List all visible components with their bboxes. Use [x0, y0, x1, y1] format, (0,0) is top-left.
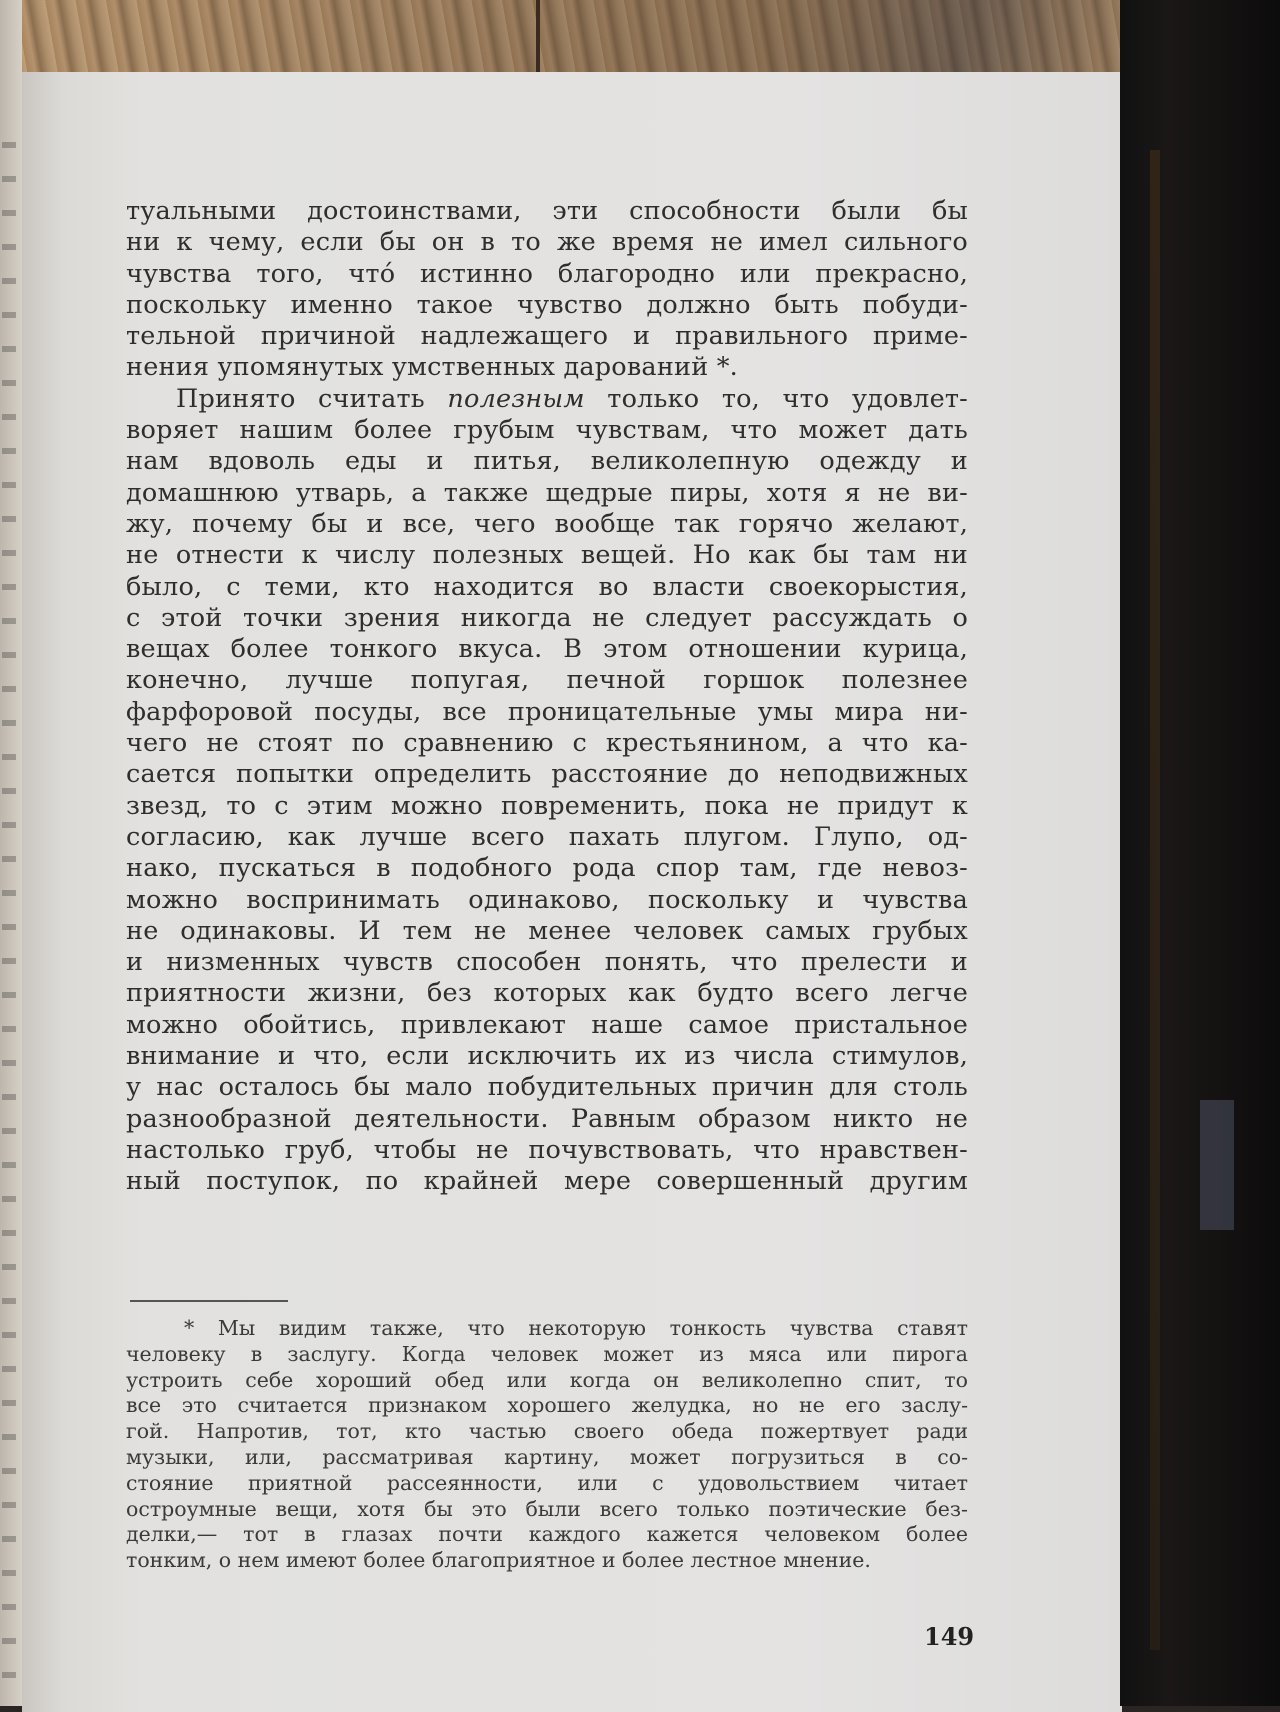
table-crack	[536, 0, 540, 72]
footnote-line: гой. Напротив, тот, кто частью своего обеда пожертвует ради	[126, 1419, 968, 1444]
text-line: с этой точки зрения никогда не следует рассуждать о	[126, 602, 968, 633]
text-line: поскольку именно такое чувство должно быть побуди-	[126, 289, 968, 320]
cover-emblem	[1200, 1100, 1234, 1230]
text-line: и низменных чувств способен понять, что прелести и	[126, 947, 968, 978]
facing-page-text-marks	[2, 120, 16, 1680]
text-line: настолько груб, чтобы не почувствовать, что нравствен-	[126, 1134, 968, 1165]
text-line: ный поступок, по крайней мере совершенный другим	[126, 1166, 968, 1197]
text-line: домашнюю утварь, а также щедрые пиры, хотя я не ви-	[126, 477, 968, 508]
text-continuation: только то, что удовлет-	[584, 383, 968, 414]
footnote	[126, 1316, 968, 1574]
body-text	[126, 196, 968, 1198]
footnote-line: остроумные вещи, хотя бы это были всего только поэтические без-	[126, 1496, 968, 1521]
text-line: жу, почему бы и все, чего вообще так горячо желают,	[126, 508, 968, 539]
paragraph-1	[126, 196, 968, 384]
cover-stripe	[1150, 150, 1160, 1650]
emphasis-text: полезным	[447, 383, 585, 414]
text-line: вещах более тонкого вкуса. В этом отношении курица,	[126, 634, 968, 665]
dark-book-cover	[1120, 0, 1280, 1706]
footnote-line: тонким, о нем имеют более благоприятное и более лестное мнение.	[126, 1548, 871, 1573]
text-line: не одинаковы. И тем не менее человек самых грубых	[126, 915, 968, 946]
footnote-line: делки,— тот в глазах почти каждого кажется человеком более	[126, 1522, 968, 1547]
text-line: туальными достоинствами, эти способности были бы	[126, 196, 968, 226]
text-line: нако, пускаться в подобного рода спор там, где невоз-	[126, 853, 968, 884]
page-number: 149	[924, 1622, 975, 1651]
footnote-line: стояние приятной рассеянности, или с удовольствием читает	[126, 1470, 968, 1495]
text-line-first	[126, 384, 968, 415]
text-line: можно воспринимать одинаково, поскольку и чувства	[126, 884, 968, 915]
text-line: звезд, то с этим можно повременить, пока не придут к	[126, 790, 968, 821]
text-line: у нас осталось бы мало побудительных причин для столь	[126, 1072, 968, 1103]
text-line: чего не стоят по сравнению с крестьянином, а что ка-	[126, 728, 968, 759]
text-line: приятности жизни, без которых как будто всего легче	[126, 978, 968, 1009]
footnote-line: * Мы видим также, что некоторую тонкость чувства ставят	[184, 1316, 968, 1340]
footnote-line: человеку в заслугу. Когда человек может из мяса или пирога	[126, 1341, 968, 1366]
text-line: внимание и что, если исключить их из числа стимулов,	[126, 1041, 968, 1072]
text-line: было, с теми, кто находится во власти своекорыстия,	[126, 571, 968, 602]
text-line: фарфоровой посуды, все проницательные умы мира ни-	[126, 696, 968, 727]
text-line: не отнести к числу полезных вещей. Но как бы там ни	[126, 540, 968, 571]
text-line: разнообразной деятельности. Равным образом никто не	[126, 1103, 968, 1134]
text-line: сается попытки определить расстояние до неподвижных	[126, 759, 968, 790]
footnote-line: музыки, или, рассматривая картину, может погрузиться в со-	[126, 1444, 968, 1469]
text-line: нения упомянутых умственных дарований *.	[126, 352, 738, 383]
footnote-separator	[130, 1300, 288, 1302]
footnote-line: все это считается признаком хорошего желудка, но не его заслу-	[126, 1393, 968, 1418]
text-line: нам вдоволь еды и питья, великолепную одежду и	[126, 446, 968, 477]
text-line: конечно, лучше попугая, печной горшок полезнее	[126, 665, 968, 696]
text-line: ни к чему, если бы он в то же время не имел сильного	[126, 227, 968, 258]
paragraph-2	[126, 384, 968, 1198]
text-line: тельной причиной надлежащего и правильного приме-	[126, 321, 968, 352]
text-line: чувства того, что́ истинно благородно или прекрасно,	[126, 258, 968, 289]
lead-text: Принято считать	[176, 383, 448, 414]
text-line: согласию, как лучше всего пахать плугом. Глупо, од-	[126, 821, 968, 852]
footnote-line: устроить себе хороший обед или когда он великолепно спит, то	[126, 1367, 968, 1392]
facing-page-edge	[0, 0, 22, 1706]
text-line: можно обойтись, привлекают наше самое пристальное	[126, 1009, 968, 1040]
text-line: воряет нашим более грубым чувствам, что может дать	[126, 415, 968, 446]
